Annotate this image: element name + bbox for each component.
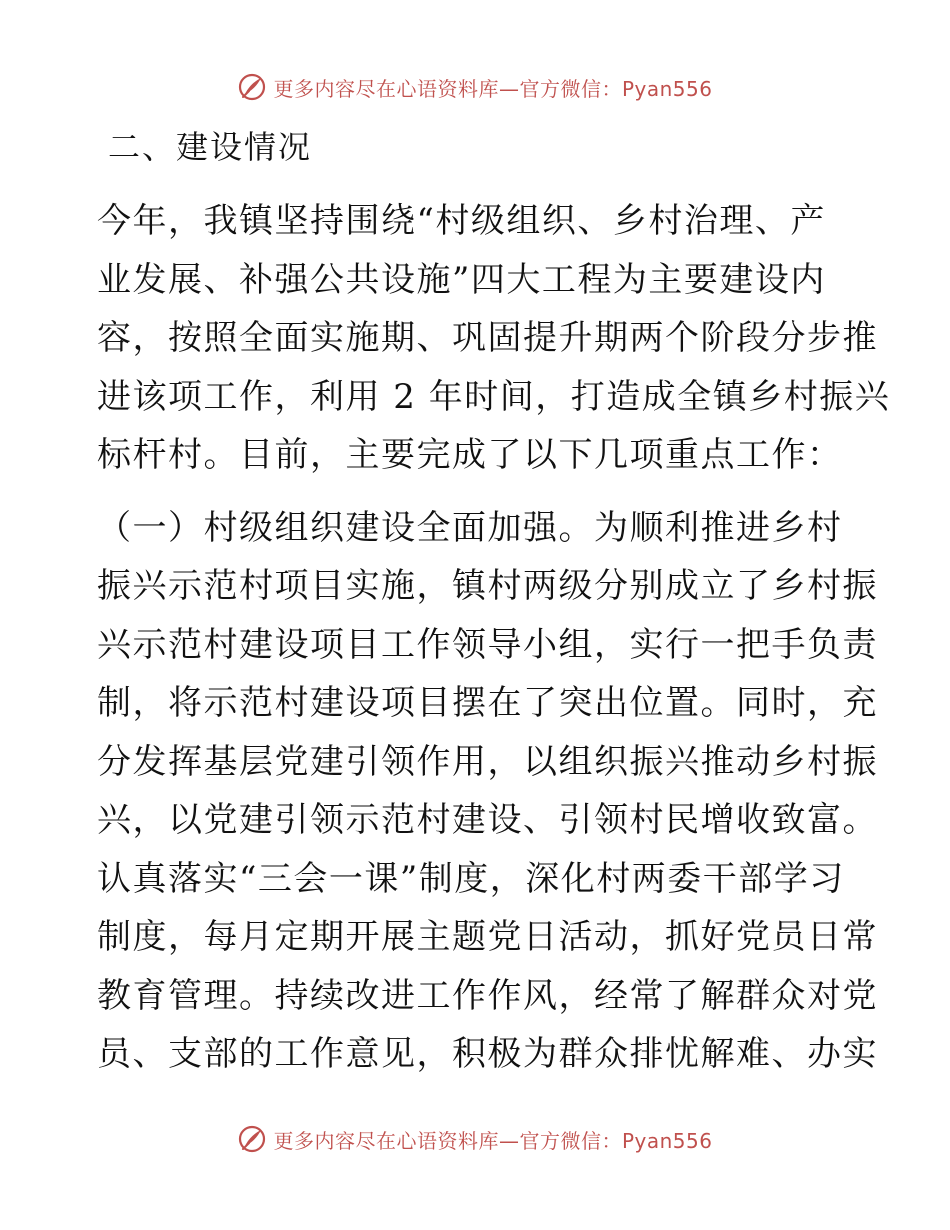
text-line: 标杆村。目前，主要完成了以下几项重点工作： bbox=[97, 435, 843, 475]
feather-pen-icon bbox=[237, 1124, 267, 1154]
section-heading: 二、建设情况 bbox=[108, 128, 313, 166]
text-line: 制，将示范村建设项目摆在了突出位置。同时，充 bbox=[97, 683, 878, 723]
footer-watermark bbox=[0, 1124, 950, 1154]
text-line: 振兴示范村项目实施，镇村两级分别成立了乡村振 bbox=[97, 566, 878, 606]
text-line: 业发展、补强公共设施”四大工程为主要建设内 bbox=[97, 259, 826, 300]
text-line: 兴，以党建引领示范村建设、引领村民增收致富。 bbox=[97, 800, 878, 840]
text-line: 容，按照全面实施期、巩固提升期两个阶段分步推 bbox=[97, 318, 878, 358]
text-line: 兴示范村建设项目工作领导小组，实行一把手负责 bbox=[97, 624, 878, 665]
header-watermark bbox=[0, 72, 950, 102]
body-text bbox=[97, 192, 891, 1084]
text-line: 进该项工作，利用 2 年时间，打造成全镇乡村振兴 bbox=[97, 376, 891, 417]
text-line: 制度，每月定期开展主题党日活动，抓好党员日常 bbox=[97, 917, 878, 957]
text-line: 员、支部的工作意见，积极为群众排忧解难、办实 bbox=[97, 1034, 878, 1074]
text-line: 认真落实“三会一课”制度，深化村两委干部学习 bbox=[97, 858, 845, 899]
feather-pen-icon bbox=[237, 72, 267, 102]
text-line: 教育管理。持续改进工作作风，经常了解群众对党 bbox=[97, 975, 878, 1016]
watermark-text: 更多内容尽在心语资料库—官方微信：Pyan556 bbox=[273, 1128, 713, 1153]
watermark-text: 更多内容尽在心语资料库—官方微信：Pyan556 bbox=[273, 76, 713, 101]
text-line: （一）村级组织建设全面加强。为顺利推进乡村 bbox=[97, 507, 843, 548]
text-line: 今年，我镇坚持围绕“村级组织、乡村治理、产 bbox=[97, 201, 826, 241]
paragraph-gap bbox=[97, 485, 857, 499]
text-line: 分发挥基层党建引领作用，以组织振兴推动乡村振 bbox=[97, 741, 878, 782]
